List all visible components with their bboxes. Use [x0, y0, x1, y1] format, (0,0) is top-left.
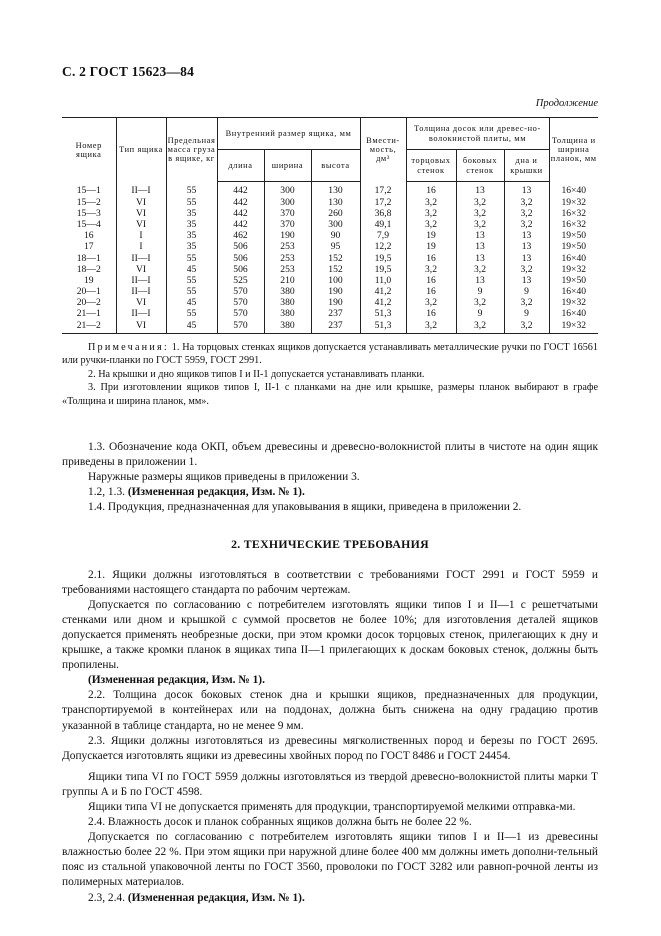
table-cell: 16	[406, 253, 456, 264]
table-cell: 152	[311, 264, 360, 275]
table-cell: 20—2	[76, 297, 101, 309]
table-row	[62, 298, 598, 309]
table-cell: 35	[166, 208, 217, 219]
table-cell: 570	[217, 309, 264, 320]
table-cell: 3,2	[504, 264, 549, 275]
table-cell: 13	[456, 231, 504, 242]
table-cell: 45	[166, 264, 217, 275]
header-bottom-lids: дна и крышки	[504, 150, 549, 182]
table-cell: 570	[217, 287, 264, 298]
table-cell: 442	[217, 208, 264, 219]
table-cell: 130	[311, 197, 360, 208]
header-height: высота	[311, 150, 360, 182]
page-header: С. 2 ГОСТ 15623—84	[62, 64, 195, 79]
table-cell: 300	[264, 197, 311, 208]
table-row	[62, 320, 598, 334]
table-cell: 16×32	[549, 208, 598, 219]
table-cell: 36,8	[360, 208, 406, 219]
table-cell: 570	[217, 320, 264, 334]
table-cell: 3,2	[456, 220, 504, 231]
table-cell: 9	[456, 309, 504, 320]
table-cell: 3,2	[504, 208, 549, 219]
table-cell: 300	[264, 182, 311, 198]
table-cell: VI	[116, 220, 166, 231]
table-cell: 237	[311, 309, 360, 320]
header-number: Номер ящика	[62, 118, 116, 182]
table-cell: VI	[116, 197, 166, 208]
table-cell: 506	[217, 264, 264, 275]
amendment-note-2: (Измененная редакция, Изм. № 1).	[88, 674, 265, 687]
table-cell: 15—1	[76, 185, 101, 197]
table-cell: 51,3	[360, 320, 406, 334]
table-cell: 3,2	[456, 298, 504, 309]
table-cell: 19	[406, 242, 456, 253]
table-cell: 19,5	[360, 253, 406, 264]
table-cell: II—I	[116, 182, 166, 198]
table-cell: 370	[264, 220, 311, 231]
table-cell: II—I	[116, 276, 166, 287]
table-cell: 442	[217, 220, 264, 231]
table-cell: 3,2	[504, 220, 549, 231]
table-row	[62, 242, 598, 253]
table-cell: 16×40	[549, 287, 598, 298]
table-cell: 3,2	[504, 320, 549, 334]
paragraph-outer-sizes: Наружные размеры ящиков приведены в приложении 3.	[88, 471, 360, 484]
table-notes	[62, 341, 598, 408]
table-row	[62, 264, 598, 275]
table-cell: 41,2	[360, 298, 406, 309]
table-cell: 9	[504, 287, 549, 298]
table-cell: 16	[406, 309, 456, 320]
table-cell: 13	[504, 231, 549, 242]
paragraph-2-2: 2.2. Толщина досок боковых стенок дна и крышки ящиков, предназначенных для продукции, транспортируемой в контейнерах или на поддонах, должна быть снижена на одну градацию против указанной в таблице стандарта, но не менее 9 мм.	[62, 689, 598, 732]
table-cell: 16×40	[549, 182, 598, 198]
header-end-walls: торцовых стенок	[406, 150, 456, 182]
table-cell: 19×32	[549, 264, 598, 275]
table-cell: 90	[311, 231, 360, 242]
table-cell: 16×32	[549, 220, 598, 231]
table-cell: 190	[311, 287, 360, 298]
paragraph-1-4: 1.4. Продукция, предназначенная для упаковывания в ящики, приведена в приложении 2.	[88, 501, 522, 514]
table-cell: 55	[166, 182, 217, 198]
table-row	[62, 253, 598, 264]
paragraph-2-1b: Допускается по согласованию с потребителем изготовлять ящики типов I и II—1 с решетчатыми стенками или дном и крышкой с суммой просветов не более 10%; для изготовления деталей ящиков допускается применять необрезные доски, при этом кромки досок торцовых стенок, прилегающих к дну и крышке, а также кромки планок в ящиках типа II—1 прилегающих к доскам боковых стенок, должны быть пропилены.	[62, 598, 598, 672]
table-cell: 11,0	[360, 276, 406, 287]
paragraph-1-3: 1.3. Обозначение кода ОКП, объем древесины и древесно-волокнистой плиты в чистоте на один ящик приведены в приложении 1.	[62, 441, 598, 469]
table-cell: 9	[456, 287, 504, 298]
table-cell: 17,2	[360, 182, 406, 198]
table-cell: VI	[116, 320, 166, 334]
paragraph-2-3b: Ящики типа VI по ГОСТ 5959 должны изготовляться из твердой древесно-волокнистой плиты марки Т группы А и Б по ГОСТ 4598.	[62, 770, 598, 798]
table-cell: 3,2	[406, 220, 456, 231]
table-cell: 380	[264, 320, 311, 334]
table-cell: 19×32	[549, 197, 598, 208]
table-cell: 16	[83, 230, 94, 242]
table-cell: 370	[264, 208, 311, 219]
table-cell: 18—2	[76, 263, 101, 275]
table-cell: II—I	[116, 287, 166, 298]
paragraph-2-1: 2.1. Ящики должны изготовляться в соответствии с требованиями ГОСТ 2991 и ГОСТ 5959 и требованиями настоящего стандарта по рабочим чертежам.	[62, 568, 598, 596]
table-cell: 12,2	[360, 242, 406, 253]
table-cell: 100	[311, 276, 360, 287]
table-cell: 13	[504, 242, 549, 253]
table-cell: 13	[504, 253, 549, 264]
table-cell: 16	[406, 276, 456, 287]
paragraph-2-3c: Ящики типа VI не допускается применять для продукции, транспортируемой мелкими отправка-ми.	[88, 800, 576, 813]
table-cell: 19×50	[549, 242, 598, 253]
table-row	[62, 276, 598, 287]
table-cell: 3,2	[406, 208, 456, 219]
table-row	[62, 287, 598, 298]
table-cell: 13	[456, 182, 504, 198]
table-cell: 3,2	[456, 264, 504, 275]
header-capacity: Вмести-мость, дм³	[360, 118, 406, 182]
table-cell: 3,2	[406, 320, 456, 334]
table-cell: 13	[504, 276, 549, 287]
table-cell: 15—4	[76, 218, 101, 230]
table-cell: 237	[311, 320, 360, 334]
table-cell: 525	[217, 276, 264, 287]
table-cell: 9	[504, 309, 549, 320]
table-cell: 380	[264, 298, 311, 309]
table-cell: 506	[217, 242, 264, 253]
table-cell: 152	[311, 253, 360, 264]
table-cell: 35	[166, 220, 217, 231]
table-cell: 130	[311, 182, 360, 198]
table-cell: 55	[166, 287, 217, 298]
table-cell: 506	[217, 253, 264, 264]
table-cell: I	[116, 242, 166, 253]
table-cell: VI	[116, 208, 166, 219]
paragraph-2-4b: Допускается по согласованию с потребителем изготовлять ящики типов I и II—1 из древесины влажностью более 22 %. При этом ящики при наружной длине более 400 мм должны иметь дополни-тельный пояс из стальной упаковочной ленты по ГОСТ 3560, проволоки по ГОСТ 3282 или равноп-рочной ленты из полимерных материалов.	[62, 831, 598, 889]
paragraph-2-3: 2.3. Ящики должны изготовляться из древесины мягколиственных пород и березы по ГОСТ 2695. Допускается изготовлять ящики из древесины хвойных пород по ГОСТ 8486 и ГОСТ 24454.	[62, 734, 598, 762]
table-cell: 45	[166, 320, 217, 334]
box-specification-table	[62, 117, 598, 334]
table-cell: 7,9	[360, 231, 406, 242]
table-cell: 253	[264, 253, 311, 264]
table-cell: II—I	[116, 309, 166, 320]
table-cell: 16×40	[549, 309, 598, 320]
table-row	[62, 309, 598, 320]
table-cell: 55	[166, 309, 217, 320]
table-cell: VI	[116, 264, 166, 275]
table-cell: 19×50	[549, 276, 598, 287]
note-1: Примечания: 1. На торцовых стенках ящиков допускается устанавливать металлические ручки по ГОСТ 16561 или ручки-планки по ГОСТ 5959, ГОСТ 2991.	[62, 342, 598, 367]
table-cell: 3,2	[406, 298, 456, 309]
table-cell: I	[116, 231, 166, 242]
table-cell: 462	[217, 231, 264, 242]
table-row	[62, 220, 598, 231]
table-cell: 35	[166, 242, 217, 253]
note-3: 3. При изготовлении ящиков типов I, II-1 с планками на дне или крышке, размеры планок выбирают в графе «Толщина и ширина планок, мм».	[62, 382, 598, 407]
table-cell: 442	[217, 197, 264, 208]
table-row	[62, 197, 598, 208]
table-cell: 19,5	[360, 264, 406, 275]
table-cell: 570	[217, 298, 264, 309]
table-cell: 21—2	[62, 320, 116, 334]
table-row	[62, 231, 598, 242]
table-cell: 3,2	[406, 197, 456, 208]
table-cell: 3,2	[456, 208, 504, 219]
header-max-mass: Предельная масса груза в ящике, кг	[166, 118, 217, 182]
table-cell: 55	[166, 197, 217, 208]
table-row	[62, 182, 598, 198]
table-cell: 253	[264, 264, 311, 275]
table-cell: 3,2	[504, 197, 549, 208]
table-cell: 17,2	[360, 197, 406, 208]
section-title: 2. ТЕХНИЧЕСКИЕ ТРЕБОВАНИЯ	[231, 537, 429, 552]
table-cell: 3,2	[406, 264, 456, 275]
header-side-walls: боковых стенок	[456, 150, 504, 182]
table-cell: 55	[166, 276, 217, 287]
table-cell: VI	[116, 298, 166, 309]
amendment-note-1: 1.2, 1.3. (Измененная редакция, Изм. № 1).	[88, 486, 305, 499]
table-cell: 19×32	[549, 298, 598, 309]
continued-label: Продолжение	[535, 98, 598, 109]
table-cell: 19×32	[549, 320, 598, 334]
table-cell: 16	[406, 182, 456, 198]
table-cell: 19	[83, 274, 94, 286]
notes-label: Примечания:	[88, 342, 169, 353]
table-cell: 15—3	[76, 207, 101, 219]
table-cell: 300	[311, 220, 360, 231]
table-cell: 380	[264, 309, 311, 320]
table-cell: 260	[311, 208, 360, 219]
header-length: длина	[217, 150, 264, 182]
table-cell: 45	[166, 298, 217, 309]
table-cell: 3,2	[456, 197, 504, 208]
table-cell: 16×40	[549, 253, 598, 264]
table-cell: 3,2	[456, 320, 504, 334]
document-body	[62, 440, 598, 906]
table-cell: 19×50	[549, 231, 598, 242]
table-cell: 49,1	[360, 220, 406, 231]
table-cell: 253	[264, 242, 311, 253]
table-cell: 95	[311, 242, 360, 253]
header-plank-size: Толщина и ширина планок, мм	[549, 118, 598, 182]
amendment-note-3: 2.3, 2.4. (Измененная редакция, Изм. № 1).	[88, 891, 305, 904]
table-cell: 210	[264, 276, 311, 287]
table-cell: 17	[83, 241, 94, 253]
header-internal-size: Внутренний размер ящика, мм	[217, 118, 360, 150]
table-cell: 18—1	[76, 252, 101, 264]
table-cell: 442	[217, 182, 264, 198]
header-board-thickness: Толщина досок или древес-но-волокнистой плиты, мм	[406, 118, 549, 150]
header-width: ширина	[264, 150, 311, 182]
table-cell: 51,3	[360, 309, 406, 320]
table-cell: 13	[456, 242, 504, 253]
table-cell: 35	[166, 231, 217, 242]
table-cell: 190	[264, 231, 311, 242]
table-cell: 3,2	[504, 298, 549, 309]
table-cell: II—I	[116, 253, 166, 264]
table-cell: 13	[456, 253, 504, 264]
table-cell: 13	[504, 182, 549, 198]
table-cell: 20—1	[76, 286, 101, 298]
table-cell: 21—1	[76, 308, 101, 320]
table-cell: 13	[456, 276, 504, 287]
paragraph-2-4: 2.4. Влажность досок и планок собранных ящиков должна быть не более 22 %.	[88, 816, 472, 829]
table-row	[62, 208, 598, 219]
table-cell: 41,2	[360, 287, 406, 298]
table-cell: 19	[406, 231, 456, 242]
note-2: 2. На крышки и дно ящиков типов I и II-1 допускается устанавливать планки.	[88, 368, 425, 380]
table-cell: 190	[311, 298, 360, 309]
table-cell: 16	[406, 287, 456, 298]
table-cell: 15—2	[76, 196, 101, 208]
table-cell: 55	[166, 253, 217, 264]
table-cell: 380	[264, 287, 311, 298]
header-type: Тип ящика	[116, 118, 166, 182]
